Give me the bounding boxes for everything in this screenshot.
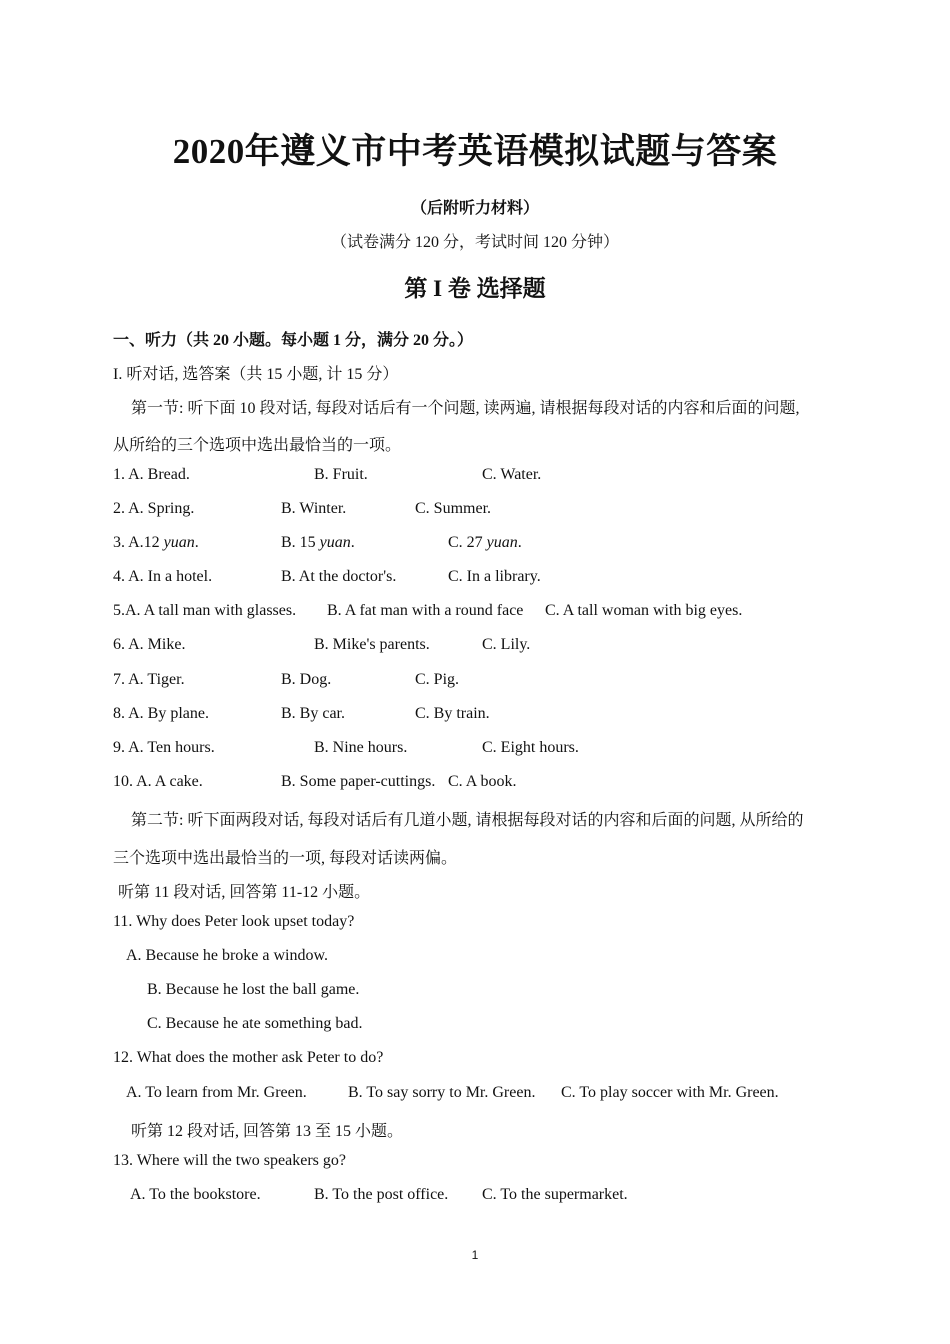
q12-stem: 12. What does the mother ask Peter to do?	[113, 1049, 384, 1066]
q9-option-a: 9. A. Ten hours.	[113, 739, 215, 756]
section1-instruction-line2: 从所给的三个选项中选出最恰当的一项。	[113, 437, 402, 454]
q1-option-c: C. Water.	[482, 466, 542, 483]
q2-option-b: B. Winter.	[281, 500, 347, 517]
section-title: 第 I 卷 选择题	[404, 276, 546, 301]
part-heading: 一、听力（共 20 小题。每小题 1 分，满分 20 分。）	[113, 332, 474, 349]
q9-option-c: C. Eight hours.	[482, 739, 579, 756]
q7-option-a: 7. A. Tiger.	[113, 671, 185, 688]
q2-option-a: 2. A. Spring.	[113, 500, 195, 517]
page-number: 1	[471, 1248, 479, 1262]
q6-option-a: 6. A. Mike.	[113, 636, 186, 653]
q8-option-b: B. By car.	[281, 705, 345, 722]
q8-option-c: C. By train.	[415, 705, 490, 722]
section1-instruction-line1: 第一节: 听下面 10 段对话, 每段对话后有一个问题, 读两遍, 请根据每段对话的内容和后面的问题,	[131, 400, 800, 417]
q1-option-a: 1. A. Bread.	[113, 466, 190, 483]
q11-stem: 11. Why does Peter look upset today?	[113, 913, 355, 930]
q2-option-c: C. Summer.	[415, 500, 492, 517]
q7-option-c: C. Pig.	[415, 671, 460, 688]
q11-option-c: C. Because he ate something bad.	[147, 1015, 363, 1032]
dialog-12-note: 听第 12 段对话, 回答第 13 至 15 小题。	[131, 1123, 404, 1140]
q13-option-a: A. To the bookstore.	[130, 1186, 261, 1203]
q13-option-b: B. To the post office.	[314, 1186, 449, 1203]
q4-option-b: B. At the doctor's.	[281, 568, 397, 585]
dialog-11-note: 听第 11 段对话, 回答第 11-12 小题。	[118, 884, 371, 901]
q10-option-a: 10. A. A cake.	[113, 773, 203, 790]
q8-option-a: 8. A. By plane.	[113, 705, 209, 722]
q6-option-c: C. Lily.	[482, 636, 531, 653]
q10-option-c: C. A book.	[448, 773, 517, 790]
q12-option-c: C. To play soccer with Mr. Green.	[561, 1084, 779, 1101]
q12-option-a: A. To learn from Mr. Green.	[126, 1084, 307, 1101]
q3-option-a: 3. A.12 yuan.	[113, 534, 199, 551]
q5-option-a: 5.A. A tall man with glasses.	[113, 602, 297, 619]
q6-option-b: B. Mike's parents.	[314, 636, 430, 653]
q7-option-b: B. Dog.	[281, 671, 332, 688]
section2-instruction-line2: 三个选项中选出最恰当的一项, 每段对话读两偏。	[113, 850, 458, 867]
q3-option-c: C. 27 yuan.	[448, 534, 522, 551]
q13-stem: 13. Where will the two speakers go?	[113, 1152, 346, 1169]
part1-heading: I. 听对话, 选答案（共 15 小题, 计 15 分）	[113, 366, 399, 383]
q11-option-b: B. Because he lost the ball game.	[147, 981, 360, 998]
q3-option-b: B. 15 yuan.	[281, 534, 355, 551]
q1-option-b: B. Fruit.	[314, 466, 368, 483]
q9-option-b: B. Nine hours.	[314, 739, 408, 756]
q12-option-b: B. To say sorry to Mr. Green.	[348, 1084, 536, 1101]
q10-option-b: B. Some paper-cuttings.	[281, 773, 436, 790]
subtitle: （后附听力材料）	[410, 200, 539, 217]
section2-instruction-line1: 第二节: 听下面两段对话, 每段对话后有几道小题, 请根据每段对话的内容和后面的问题, 从所给的	[131, 812, 804, 829]
q13-option-c: C. To the supermarket.	[482, 1186, 628, 1203]
q11-option-a: A. Because he broke a window.	[126, 947, 329, 964]
q4-option-a: 4. A. In a hotel.	[113, 568, 213, 585]
exam-info: （试卷满分 120 分，考试时间 120 分钟）	[330, 234, 619, 251]
q5-option-b: B. A fat man with a round face	[327, 602, 524, 619]
page-title: 2020年遵义市中考英语模拟试题与答案	[172, 132, 778, 171]
q4-option-c: C. In a library.	[448, 568, 541, 585]
q5-option-c: C. A tall woman with big eyes.	[545, 602, 743, 619]
